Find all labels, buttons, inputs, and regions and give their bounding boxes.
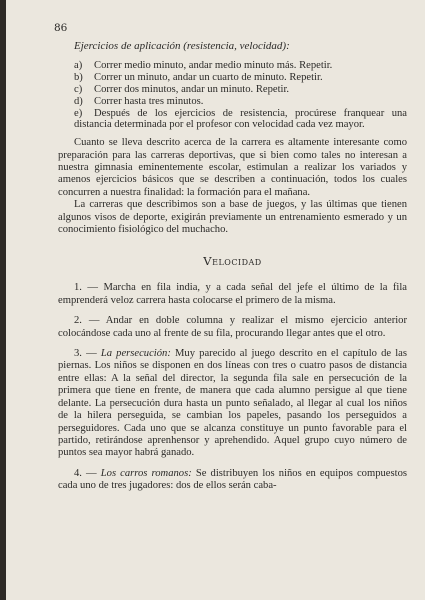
exercise-item — [58, 84, 407, 96]
exercise-item — [58, 108, 407, 132]
exercise-text: Después de los ejercicios de resistencia, procúrese franquear una distancia determinada por el profesor con velocidad cada vez mayor. — [74, 107, 407, 131]
exercise-letter: c) — [74, 84, 83, 95]
item-number: 2. — — [74, 315, 100, 327]
item-text: Marcha en fila india, y a cada señal del jefe el último de la fila emprenderá veloz carrera hasta colocarse el primero de la misma. — [58, 282, 407, 306]
body-paragraph: Cuanto se lleva descrito acerca de la carrera es altamente interesante como preparación para las carreras deportivas, que si bien como tales no interesan a nuestra gimnasia eminentemente escolar, estimulan a realizar los variados y amenos ejercicios básicos que se describen a continuación, todos los cuales concurren a nuestra finalidad: la formación para el mañana. — [58, 137, 407, 198]
numbered-item — [58, 315, 407, 340]
exercise-letter: e) — [74, 107, 83, 119]
item-number: 4. — — [74, 467, 97, 479]
exercise-letter: b) — [74, 72, 83, 84]
section-title: Velocidad — [203, 254, 262, 269]
numbered-item — [58, 348, 407, 460]
exercise-text: Correr un minuto, andar un cuarto de minuto. Repetir. — [94, 72, 323, 84]
item-number: 1. — — [74, 282, 98, 294]
exercise-list — [58, 60, 407, 131]
exercise-letter: a) — [74, 60, 83, 72]
exercise-text: Correr hasta tres minutos. — [94, 95, 204, 107]
item-number: 3. — — [74, 348, 97, 360]
item-text: Muy parecido al juego descrito en el capítulo de las piernas. Los niños se disponen en dos líneas con tres o cuatro pasos de distancia entre ellas: A la señal del director, la segunda fila sale en persecución de la primera que tiene en frente, de manera que cada alumno persigue al que tiene delante. La persecución dura hasta un punto señalado, al llegar al cual los niños de la hilera perseguida, se cambian los papeles, pasando los perseguidos a perseguidores. Cada uno que se alcanza constituye un punto favorable para el partido, retirándose aprenhensor y aprehendido. Aquel grupo cuyo número de puntos sea mayor habrá ganado. — [58, 348, 407, 459]
exercise-item — [58, 60, 407, 72]
exercise-item — [58, 72, 407, 84]
exercises-heading: Ejercicios de aplicación (resistencia, velocidad): — [74, 40, 290, 52]
page-number: 86 — [54, 22, 68, 34]
item-title: Los carros romanos: — [100, 467, 192, 479]
numbered-item — [58, 282, 407, 307]
body-paragraph: La carreras que describimos son a base de juegos, y las últimas que tienen algunos visos de deporte, exigirán previamente un entrenamiento esmerado y un conocimiento fisiológico del muchacho. — [58, 199, 407, 236]
item-text: Andar en doble columna y realizar el mismo ejercicio anterior colocándose cada uno al frente de su fila, procurando llegar antes que el otro. — [58, 315, 407, 339]
item-text: Se distribuyen los niños en equipos compuestos cada uno de tres jugadores: dos de ellos serán caba- — [58, 467, 407, 492]
numbered-item — [58, 468, 407, 493]
book-page — [6, 0, 425, 600]
exercise-text: Correr dos minutos, andar un minuto. Repetir. — [94, 84, 290, 95]
exercise-letter: d) — [74, 95, 83, 107]
item-title: La persecución: — [100, 348, 171, 360]
exercise-text: Correr medio minuto, andar medio minuto más. Repetir. — [94, 60, 333, 72]
exercise-item — [58, 96, 407, 108]
